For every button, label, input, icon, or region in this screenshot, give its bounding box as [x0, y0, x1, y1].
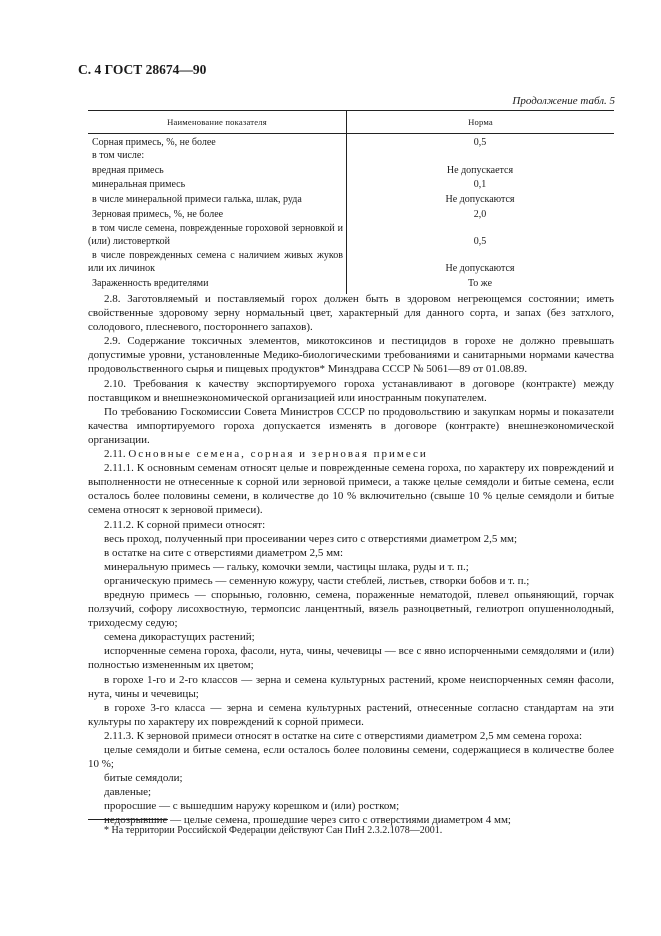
table-row [88, 209, 614, 222]
table-5-continuation [88, 110, 614, 294]
table-cell-indicator: Зараженность вредителями [92, 277, 209, 289]
paragraph: испорченные семена гороха, фасоли, нута, чины, чечевицы — все с явно испорченными семядолями и (или) полностью измененным их цветом; [88, 645, 614, 672]
table-caption: Продолжение табл. 5 [512, 95, 615, 107]
footnote-rule [88, 819, 168, 820]
paragraph: 2.8. Заготовляемый и поставляемый горох должен быть в здоровом негреющемся состоянии; иметь свойственные здоровому зерну нормальный цвет, характерный для данного сорта, и запах (без затхлого, солодового, плесневого, постороннего запахов). [88, 293, 614, 334]
paragraph: 2.11.3. К зерновой примеси относят в остатке на сите с отверстиями диаметром 2,5 мм семена гороха: [104, 729, 583, 742]
table-cell-norm: То же [467, 277, 493, 289]
table-row [88, 179, 614, 192]
section-heading [88, 447, 614, 461]
paragraph: минеральную примесь — гальку, комочки земли, частицы шлака, руды и т. п.; [104, 560, 469, 573]
table-body [88, 134, 614, 294]
column-header-norm: Норма [468, 116, 493, 127]
paragraph: недозрывшие — целые семена, прошедшие через сито с отверстиями диаметром 4 мм; [104, 814, 511, 827]
paragraph: весь проход, полученный при просеивании через сито с отверстиями диаметром 2,5 мм; [104, 532, 518, 545]
table-cell-norm: Не допускаются [445, 263, 515, 275]
table-cell-norm: 0,1 [473, 179, 487, 191]
table-row [88, 223, 614, 249]
paragraph: 2.10. Требования к качеству экспортируемого гороха устанавливают в договоре (контракте) между поставщиком и внешнеэкономической организацией или иностранным покупателем. [88, 377, 614, 404]
paragraph: 2.11.2. К сорной примеси относят: [104, 518, 266, 531]
footnote: * На территории Российской Федерации действуют Сан ПиН 2.3.2.1078—2001. [104, 825, 443, 836]
document-body [88, 292, 614, 828]
table-cell-norm: 0,5 [473, 137, 487, 148]
table-cell-indicator: в числе поврежденных семена с наличием живых жуков или их личинок [88, 250, 343, 275]
paragraph: проросшие — с вышедшим наружу корешком и (или) ростком; [104, 800, 400, 813]
table-row [88, 134, 614, 150]
paragraph: давленые; [104, 786, 152, 799]
paragraph: По требованию Госкомиссии Совета Министров СССР по продовольствию и закупкам нормы и показатели качества импортируемого гороха допускается изменять в договоре (контракте) внешнеэкономической организации. [88, 405, 614, 446]
table-cell-indicator: в том числе семена, поврежденные гороховой зерновкой и (или) листоверткой [88, 222, 343, 247]
paragraph: семена дикорастущих растений; [104, 631, 255, 644]
table-cell-indicator: Зерновая примесь, %, не более [92, 208, 224, 220]
column-header-indicator: Наименование показателя [88, 111, 347, 133]
paragraph: органическую примесь — семенную кожуру, части стеблей, листьев, створки бобов и т. п.; [104, 574, 530, 587]
table-cell-norm: 0,5 [473, 235, 487, 247]
paragraph: 2.9. Содержание токсичных элементов, микотоксинов и пестицидов в горохе не должно превышать допустимые уровни, установленные Медико-биологическими требованиями и санитарными нормами качества продовольственного сырья и пищевых продуктов* Минздрава СССР № 5061—89 от 01.08.89. [88, 335, 614, 376]
page-header: С. 4 ГОСТ 28674—90 [78, 62, 207, 77]
table-cell-norm: Не допускаются [445, 194, 515, 206]
paragraph: вредную примесь — спорынью, головню, семена, пораженные нематодой, плевел опьяняющий, горчак ползучий, софору лисохвостную, термопсис ланцентный, вязель разноцветный, гелиотроп опушеннолодный, триходесму седую; [88, 588, 614, 630]
table-cell-indicator: в том числе: [92, 149, 145, 161]
table-row [88, 165, 614, 178]
section-title: Основные семена, сорная и зерновая примеси [128, 448, 428, 461]
paragraph: целые семядоли и битые семена, если осталось более половины семени, содержащиеся в количестве более 10 %; [88, 744, 614, 771]
paragraph: в остатке на сите с отверстиями диаметром 2,5 мм: [104, 546, 344, 559]
table-cell-indicator: вредная примесь [92, 164, 164, 176]
table-header-row [88, 111, 614, 133]
table-cell-indicator: минеральная примесь [92, 179, 186, 191]
table-row [88, 250, 614, 276]
paragraph: 2.11.1. К основным семенам относят целые и поврежденные семена гороха, по характеру их повреждений и выполненности не отнесенные к сорной или зерновой примеси, а также целые семядоли и битые семена, если осталось более половины семени, в количестве до 10 % включительно (свыше 10 % целые семядоли и битые семена относят к зерновой примеси). [88, 462, 614, 517]
table-row [88, 194, 614, 207]
table-row [88, 150, 614, 163]
paragraph: в горохе 1-го и 2-го классов — зерна и семена культурных растений, кроме неиспорченных семян фасоли, нута, чины и чечевицы; [88, 673, 614, 700]
paragraph: в горохе 3-го класса — зерна и семена культурных растений, отнесенные согласно стандартам на эти культуры по характеру их повреждений к сорной примеси. [88, 701, 614, 728]
table-cell-norm: 2,0 [473, 208, 487, 220]
paragraph: битые семядоли; [104, 772, 183, 785]
table-cell-indicator: Сорная примесь, %, не более [92, 137, 216, 148]
table-cell-norm: Не допускается [446, 164, 514, 176]
section-number: 2.11. [104, 448, 126, 461]
table-cell-indicator: в числе минеральной примеси галька, шлак, руда [92, 194, 302, 206]
